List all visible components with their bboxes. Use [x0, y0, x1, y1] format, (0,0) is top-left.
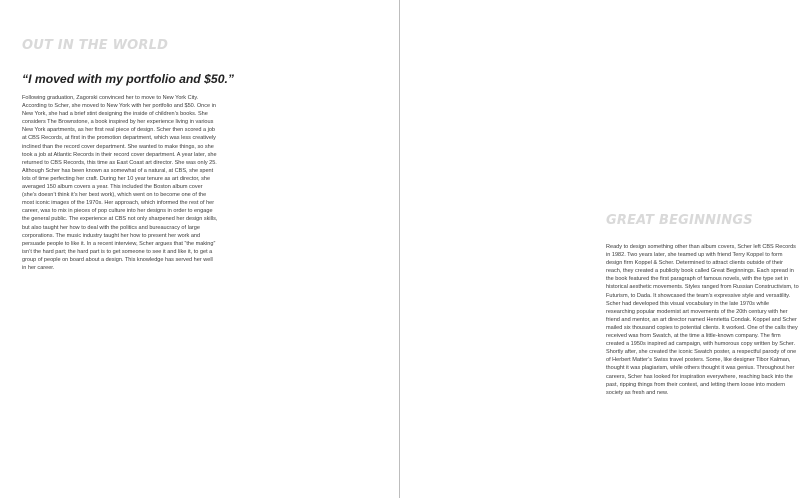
left-body-text: Following graduation, Zagorski convinced her to move to New York City. According to Scher, she moved to New York with her portfolio and $50. Once in New York, she had a brief stint designing the inside of children’s books. She considers The Brownstone, a book inspired by her experience living in various New York apartments, as her first real piece of design. Scher then scored a job at CBS Records, at first in the promotion department, which was less creatively inclined than the record cover department. She wanted to make things, so she took a job at Atlantic Records in their record cover department. A year later, she returned to CBS Records, this time as East Coast art director. She was only 25. Although Scher has been known as somewhat of a natural, at CBS, she spent lots of time perfecting her craft. During her 10 year tenure as art director, she averaged 150 album covers a year. This included the Boston album cover (she’s doesn’t think it’s her best work), which went on to become one of the most iconic images of the 1970s. Her approach, which informed the rest of her career, was to mix in pieces of pop culture into her designs in order to engage the general public. The experience at CBS not only sharpened her design skills, but also taught her how to deal with the politics and bureaucracy of large corporations. The music industry taught her how to present her work and persuade people to like it. In a recent interview, Scher argues that “the making” isn’t the hard part; the hard part is to get someone to see it and like it, to get a group of people on board about a design. This knowledge has served her well in her career.	[22, 95, 218, 271]
section-title-out-in-the-world: OUT IN THE WORLD	[22, 38, 169, 53]
section-title-great-beginnings: GREAT BEGINNINGS	[606, 213, 753, 228]
pull-quote: “I moved with my portfolio and $50.”	[22, 72, 234, 86]
right-page	[400, 0, 800, 498]
left-page	[0, 0, 399, 498]
right-body-text: Ready to design something other than album covers, Scher left CBS Records in 1982. Two years later, she teamed up with friend Terry Koppel to form design firm Koppel & Scher. Determined to attract clients outside of their reach, they created a publicity book called Great Beginnings. Each spread in the book featured the first paragraph of famous novels, with the type set in historical aesthetic movements. Styles ranged from Russian Constructivism, to Futurism, to Dada. It showcased the team’s expressive style and versatility. Scher had developed this visual vocabulary in the late 1970s while researching popular modernist art movements of the 20th century with her friend and mentor, an art director named Henrietta Condak. Koppel and Scher mailed six thousand copies to potential clients. It worked. One of the calls they received was from Swatch, at the time a little-known company. The firm created a 1950s inspired ad campaign, with humorous copy written by Scher. Shortly after, she created the iconic Swatch poster, a respectful parody of one of Herbert Matter’s Swiss travel posters. Some, like designer Tibor Kalman, thought it was plagiarism, while others thought it was genius. Throughout her careers, Scher has looked for inspiration everywhere, reaching back into the past, ripping things from their context, and letting them loose into modern society as fresh and new.	[606, 244, 799, 396]
